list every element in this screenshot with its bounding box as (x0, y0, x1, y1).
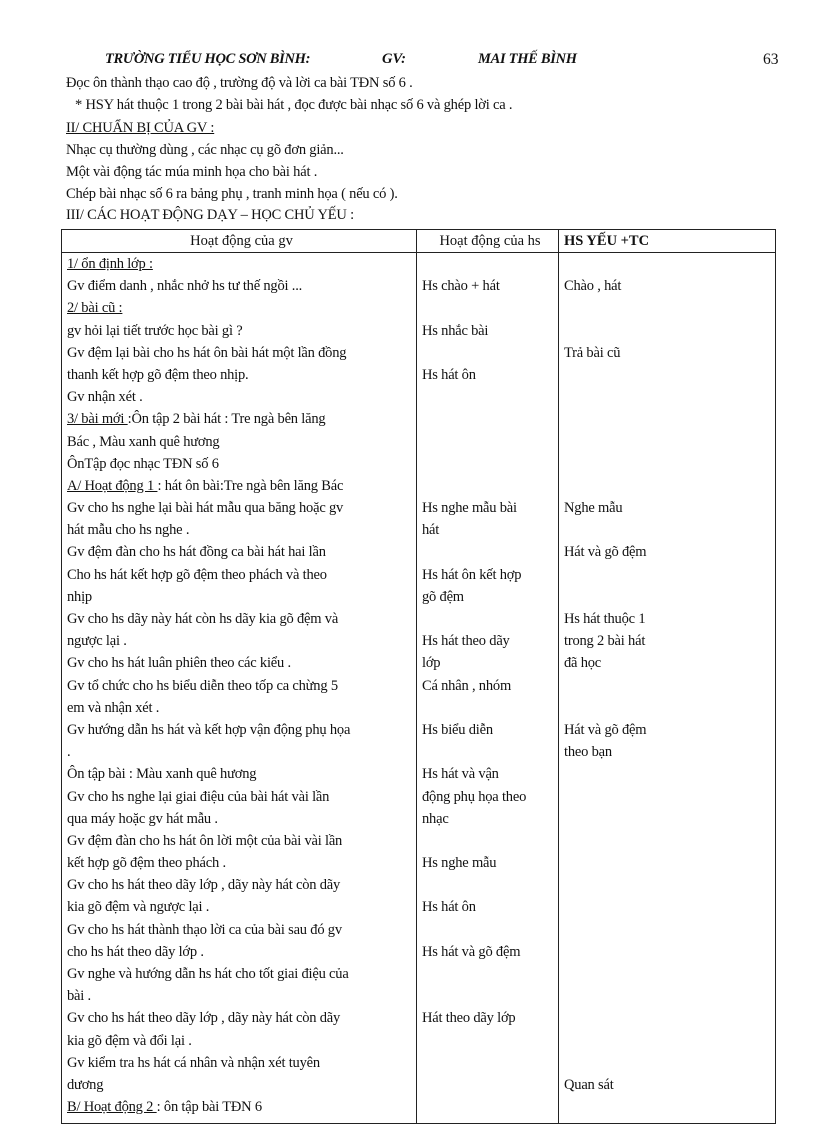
teacher-activity-line: Gv cho hs hát theo dãy lớp , dãy này hát còn dãy (67, 877, 341, 894)
weak-student-line (564, 564, 775, 586)
teacher-activity-line: Gv đệm đàn cho hs hát đồng ca bài hát hai lần (67, 544, 326, 561)
teacher-activity-line: Cho hs hát kết hợp gõ đệm theo phách và theo (67, 566, 327, 583)
student-activity-line (422, 985, 558, 1007)
weak-student-line: Nghe mẫu (564, 500, 623, 517)
weak-student-line (564, 431, 775, 453)
teacher-activity-line: kia gõ đệm và ngược lại . (67, 899, 210, 916)
teacher-activity-line: . (67, 744, 71, 761)
student-activity-line (422, 408, 558, 430)
weak-student-line (564, 364, 775, 386)
student-activity-line: Hs biểu diễn (422, 721, 493, 738)
weak-student-line (564, 963, 775, 985)
intro-line: Đọc ôn thành thạo cao độ , trường độ và lời ca bài TĐN số 6 . (66, 75, 413, 91)
section-heading: III/ CÁC HOẠT ĐỘNG DẠY – HỌC CHỦ YẾU : (66, 207, 354, 223)
weak-student-line (564, 1052, 775, 1074)
student-activity-line (422, 1074, 558, 1096)
heading-label: A/ Hoạt động 1 (67, 477, 158, 494)
student-activity-line: Hs hát ôn kết hợp (422, 566, 522, 583)
weak-student-line: Hát và gõ đệm (564, 544, 647, 561)
student-activity-line: Hs hát và gõ đệm (422, 943, 521, 960)
teacher-activity-line: qua máy hoặc gv hát mẫu . (67, 810, 218, 827)
intro-line: * HSY hát thuộc 1 trong 2 bài bài hát , đọc được bài nhạc số 6 và ghép lời ca . (75, 97, 513, 113)
student-activity-line (422, 608, 558, 630)
teacher-activity-line: em và nhận xét . (67, 699, 160, 716)
teacher-activity-line: Gv nhận xét . (67, 389, 143, 406)
teacher-activity-line: Gv đệm lại bài cho hs hát ôn bài hát một lần đồng (67, 344, 347, 361)
intro-line: Chép bài nhạc số 6 ra bảng phụ , tranh minh họa ( nếu có ). (66, 186, 398, 202)
weak-student-line: Hs hát thuộc 1 (564, 611, 646, 627)
student-activity-line (422, 874, 558, 896)
teacher-activity-column (62, 253, 417, 1124)
student-activity-line (422, 1096, 558, 1118)
weak-student-line (564, 786, 775, 808)
weak-student-line: Trả bài cũ (564, 344, 621, 361)
student-activity-line (422, 741, 558, 763)
teacher-activity-line: Gv cho hs nghe lại giai điệu của bài hát vài lần (67, 788, 330, 805)
teacher-activity-line: Gv hướng dẫn hs hát và kết hợp vận động phụ họa (67, 721, 351, 738)
student-activity-line: lớp (422, 655, 441, 672)
weak-student-line (564, 763, 775, 785)
activities-table (61, 229, 776, 1124)
student-activity-line: hát (422, 522, 440, 539)
weak-student-line (564, 297, 775, 319)
student-activity-line (422, 1030, 558, 1052)
teacher-activity-line: A/ Hoạt động 1 : hát ôn bài:Tre ngà bên lăng Bác (67, 477, 344, 494)
weak-student-line (564, 408, 775, 430)
teacher-activity-line: Gv tổ chức cho hs biểu diễn theo tốp ca chừng 5 (67, 677, 338, 694)
weak-student-line (564, 519, 775, 541)
intro-line: Một vài động tác múa minh họa cho bài hát . (66, 164, 318, 180)
weak-student-line: Quan sát (564, 1076, 614, 1093)
teacher-activity-line: Gv cho hs hát theo dãy lớp , dãy này hát còn dãy (67, 1010, 341, 1027)
heading-label: 1/ ổn định lớp : (67, 256, 153, 272)
student-activity-line: Hs hát theo dãy (422, 633, 510, 650)
student-activity-line (422, 963, 558, 985)
heading-label: 2/ bài cũ : (67, 300, 123, 317)
student-activity-line (422, 297, 558, 319)
student-activity-line: động phụ họa theo (422, 788, 527, 805)
student-activity-line (422, 1052, 558, 1074)
teacher-activity-line: cho hs hát theo dãy lớp . (67, 943, 204, 960)
student-activity-line (422, 919, 558, 941)
teacher-activity-line: Ôn tập bài : Màu xanh quê hương (67, 766, 257, 783)
teacher-activity-line: nhịp (67, 588, 92, 605)
teacher-name: MAI THẾ BÌNH (478, 51, 577, 67)
teacher-activity-line (67, 253, 416, 275)
weak-student-line: theo bạn (564, 744, 612, 761)
weak-student-line (564, 808, 775, 830)
teacher-label: GV: (382, 51, 406, 67)
school-name: TRƯỜNG TIỂU HỌC SƠN BÌNH: (105, 51, 311, 67)
teacher-activity-line: 3/ bài mới :Ôn tập 2 bài hát : Tre ngà bên lăng (67, 411, 326, 428)
table-header-row (62, 230, 776, 253)
teacher-activity-line: bài . (67, 988, 91, 1005)
teacher-activity-line: Gv cho hs dãy này hát còn hs dãy kia gõ đệm và (67, 611, 339, 627)
section-heading: II/ CHUẨN BỊ CỦA GV : (66, 120, 215, 136)
teacher-activity-line: Gv cho hs nghe lại bài hát mẫu qua băng hoặc gv (67, 500, 344, 517)
weak-student-line (564, 586, 775, 608)
student-activity-line: nhạc (422, 810, 449, 827)
teacher-activity-line: kết hợp gõ đệm theo phách . (67, 855, 226, 872)
teacher-activity-line: hát mẫu cho hs nghe . (67, 522, 190, 539)
student-activity-line: Hs nghe mẫu bài (422, 500, 517, 517)
student-activity-line: Hát theo dãy lớp (422, 1010, 516, 1027)
teacher-activity-line: ngược lại . (67, 633, 127, 650)
teacher-activity-line: Gv cho hs hát thành thạo lời ca của bài sau đó gv (67, 921, 342, 938)
weak-student-line (564, 830, 775, 852)
weak-student-line (564, 941, 775, 963)
header-student-activity: Hoạt động của hs (417, 230, 559, 253)
weak-student-line (564, 1096, 775, 1118)
weak-student-line: Hát và gõ đệm (564, 721, 647, 738)
weak-student-line (564, 1007, 775, 1029)
teacher-activity-line: ÔnTập đọc nhạc TĐN số 6 (67, 455, 219, 472)
weak-student-line (564, 475, 775, 497)
teacher-activity-line: Gv cho hs hát luân phiên theo các kiểu . (67, 655, 291, 672)
student-activity-line (422, 453, 558, 475)
student-activity-line: Hs chào + hát (422, 278, 500, 295)
student-activity-line (422, 253, 558, 275)
student-activity-line (422, 697, 558, 719)
student-activity-line: Cá nhân , nhóm (422, 677, 512, 694)
header-weak-students: HS YẾU +TC (559, 230, 776, 253)
teacher-activity-line: dương (67, 1076, 104, 1093)
student-activity-line (422, 475, 558, 497)
weak-student-line (564, 697, 775, 719)
weak-student-line (564, 919, 775, 941)
intro-line: Nhạc cụ thường dùng , các nhạc cụ gõ đơn giản... (66, 142, 344, 158)
student-activity-line: Hs hát ôn (422, 366, 476, 383)
weak-student-line: Chào , hát (564, 278, 622, 295)
weak-student-line (564, 386, 775, 408)
student-activity-line: Hs nghe mẫu (422, 855, 497, 872)
teacher-activity-line: gv hỏi lại tiết trước học bài gì ? (67, 322, 243, 339)
student-activity-column (417, 253, 559, 1124)
weak-student-line (564, 985, 775, 1007)
weak-student-line: đã học (564, 655, 602, 672)
teacher-activity-line: kia gõ đệm và đổi lại . (67, 1032, 192, 1049)
student-activity-line (422, 830, 558, 852)
page-header (0, 49, 816, 75)
student-activity-line (422, 386, 558, 408)
student-activity-line: Hs nhắc bài (422, 322, 489, 339)
weak-student-line (564, 253, 775, 275)
student-activity-line (422, 342, 558, 364)
weak-student-line (564, 453, 775, 475)
weak-student-line (564, 852, 775, 874)
student-activity-line (422, 541, 558, 563)
student-activity-line: Hs hát và vận (422, 766, 499, 783)
teacher-activity-line: Gv đệm đàn cho hs hát ôn lời một của bài vài lần (67, 832, 343, 849)
weak-student-line: trong 2 bài hát (564, 633, 646, 650)
teacher-activity-line: Gv nghe và hướng dẫn hs hát cho tốt giai điệu của (67, 966, 349, 982)
header-teacher-activity: Hoạt động của gv (62, 230, 417, 253)
weak-student-line (564, 320, 775, 342)
student-activity-line (422, 431, 558, 453)
teacher-activity-line: Gv điểm danh , nhắc nhở hs tư thế ngồi ... (67, 278, 303, 295)
weak-student-line (564, 874, 775, 896)
weak-student-column (559, 253, 776, 1124)
weak-student-line (564, 1030, 775, 1052)
page-number: 63 (763, 51, 779, 68)
teacher-activity-line: thanh kết hợp gõ đệm theo nhịp. (67, 366, 249, 383)
heading-label: 3/ bài mới (67, 411, 128, 428)
teacher-activity-line: B/ Hoạt động 2 : ôn tập bài TĐN 6 (67, 1099, 262, 1116)
weak-student-line (564, 675, 775, 697)
student-activity-line: Hs hát ôn (422, 899, 476, 916)
student-activity-line: gõ đệm (422, 588, 464, 605)
teacher-activity-line (67, 297, 416, 319)
heading-label: B/ Hoạt động 2 (67, 1099, 157, 1116)
weak-student-line (564, 896, 775, 918)
teacher-activity-line: Bác , Màu xanh quê hương (67, 433, 220, 450)
table-row (62, 253, 776, 1124)
teacher-activity-line: Gv kiểm tra hs hát cá nhân và nhận xét tuyên (67, 1054, 320, 1071)
